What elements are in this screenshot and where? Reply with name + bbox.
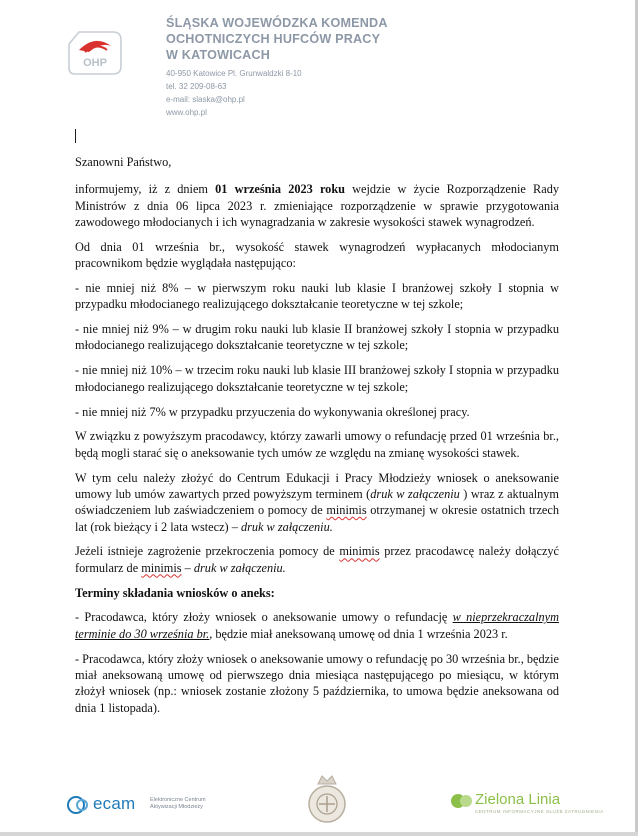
spellcheck-word: minimis bbox=[339, 544, 380, 559]
zielona-linia-subtitle: CENTRUM INFORMACYJNE SŁUŻB ZATRUDNIENIA bbox=[475, 809, 604, 814]
org-name-line-2: OCHOTNICZYCH HUFCÓW PRACY bbox=[166, 32, 381, 46]
ecam-logo-text: ecam bbox=[93, 794, 136, 813]
spellcheck-word: minimis bbox=[141, 560, 182, 575]
letter-body[interactable] bbox=[75, 154, 559, 724]
zielona-linia-text: Zielona Linia bbox=[475, 791, 561, 808]
page-edge-bottom bbox=[0, 832, 638, 836]
text-span: Jeżeli istnieje zagrożenie przekroczenia pomocy de bbox=[75, 544, 340, 559]
ecam-subtitle-line-1: Elektroniczne Centrum bbox=[150, 797, 206, 803]
organization-name bbox=[166, 15, 388, 63]
ecam-subtitle-line-2: Aktywizacji Młodzieży bbox=[150, 804, 203, 810]
rate-item-1: - nie mniej niż 8% – w pierwszym roku nauki lub klasie I branżowej szkoły I stopnia w przypadku młodocianego realizującego dokształcanie teoretyczne w tej szkole; bbox=[75, 280, 559, 312]
text-span: wejdzie w życie Rozporządzenie Rady Ministrów z dnia 06 lipca 2023 r. zmieniające rozporządzenie w sprawie przygotowania zawodowego młodocianych i ich wynagradzania w zakresie wysokości stawek wynagrodzeń. bbox=[75, 182, 559, 229]
paragraph-application bbox=[75, 470, 559, 535]
email[interactable]: e-mail: slaska@ohp.pl bbox=[166, 95, 245, 104]
ecam-subtitle bbox=[150, 797, 206, 811]
zl-circle-2 bbox=[460, 795, 472, 807]
website-link[interactable]: www.ohp.pl bbox=[166, 108, 207, 117]
deadline-item-1 bbox=[75, 609, 559, 642]
paragraph-rates-intro: Od dnia 01 września br., wysokość stawek wynagrodzeń wypłacanych młodocianym pracownikom będzie wyglądała następująco: bbox=[75, 239, 559, 271]
effective-date: 01 września 2023 roku bbox=[215, 182, 346, 197]
spellcheck-word: minimis bbox=[326, 503, 367, 518]
ecam-ring-2 bbox=[77, 800, 87, 810]
greeting: Szanowni Państwo, bbox=[75, 155, 172, 169]
attachment-note: druk w załączeniu. bbox=[193, 560, 286, 575]
text-span: otrzymanej w okresie ostatnich trzech lat (rok bieżący i 2 lata wstecz) – bbox=[75, 503, 559, 534]
deadline-date: w nieprzekraczalnym terminie do 30 września br. bbox=[75, 610, 559, 641]
emblem-icon bbox=[304, 772, 350, 828]
attachment-note: druk w załączeniu bbox=[370, 486, 460, 501]
paragraph-intro bbox=[75, 181, 559, 230]
footer bbox=[0, 770, 638, 830]
text-span: informujemy, iż z dniem bbox=[75, 182, 216, 197]
heading-text: Terminy składania wniosków o aneks: bbox=[75, 585, 275, 600]
text-cursor bbox=[75, 129, 76, 143]
text-span: ) wraz z aktualnym oświadczeniem lub zaświadczeniem o pomocy de bbox=[75, 486, 559, 518]
text-span: - Pracodawca, który złoży wniosek o aneksowanie umowy o refundację bbox=[75, 610, 453, 625]
paragraph-annex-info: W związku z powyższym pracodawcy, którzy zawarli umowy o refundację przed 01 września br., będą mogli starać się o aneksowanie tych umów ze względu na zmianę wysokości stawek. bbox=[75, 429, 559, 460]
emblem-crown bbox=[318, 776, 336, 784]
text-span: W tym celu należy złożyć do Centrum Edukacji i Pracy Młodzieży wniosek o aneksowanie umowy lub umów zawartych przed powyższym terminem ( bbox=[75, 470, 559, 501]
attachment-note: druk w załączeniu. bbox=[240, 519, 333, 534]
text-span: przez pracodawcę należy dołączyć formularz de bbox=[75, 544, 560, 575]
deadline-item-2: - Pracodawca, który złoży wniosek o aneksowanie umowy o refundację po 30 września br., będzie miał aneksowaną umowę od pierwszego dnia miesiąca następującego po miesiącu, w którym złożył wniosek (np.: wniosek zostanie złożony 5 października, to umowa będzie aneksowana od dnia 1 listopada). bbox=[75, 651, 559, 715]
rate-item-3: - nie mniej niż 10% – w trzecim roku nauki lub klasie III branżowej szkoły I stopnia w przypadku młodocianego realizującego dokształcanie teoretyczne w tej szkole; bbox=[75, 363, 559, 394]
text-span: – bbox=[181, 560, 194, 575]
text-span: , będzie miał aneksowaną umowę od dnia 1 września 2023 r. bbox=[209, 626, 508, 641]
phone: tel. 32 209-08-63 bbox=[166, 82, 227, 91]
org-name-line-3: W KATOWICACH bbox=[166, 48, 271, 62]
ohp-logo bbox=[65, 30, 125, 76]
org-name-line-1: ŚLĄSKA WOJEWÓDZKA KOMENDA bbox=[166, 16, 388, 30]
rate-item-2: - nie mniej niż 9% – w drugim roku nauki lub klasie II branżowej szkoły I stopnia w przypadku młodocianego realizującego dokształcanie teoretyczne w tej szkole; bbox=[75, 322, 559, 353]
ecam-logo-icon bbox=[66, 794, 92, 816]
contact-info bbox=[166, 67, 302, 119]
rate-item-4: - nie mniej niż 7% w przypadku przyuczenia do wykonywania określonej pracy. bbox=[75, 404, 470, 419]
paragraph-de-minimis bbox=[75, 543, 559, 576]
ohp-logo-text: OHP bbox=[83, 57, 107, 69]
zielona-linia-logo-icon bbox=[451, 792, 473, 810]
deadlines-heading bbox=[75, 585, 559, 601]
address: 40-950 Katowice Pl. Grunwaldzki 8-10 bbox=[166, 69, 302, 78]
